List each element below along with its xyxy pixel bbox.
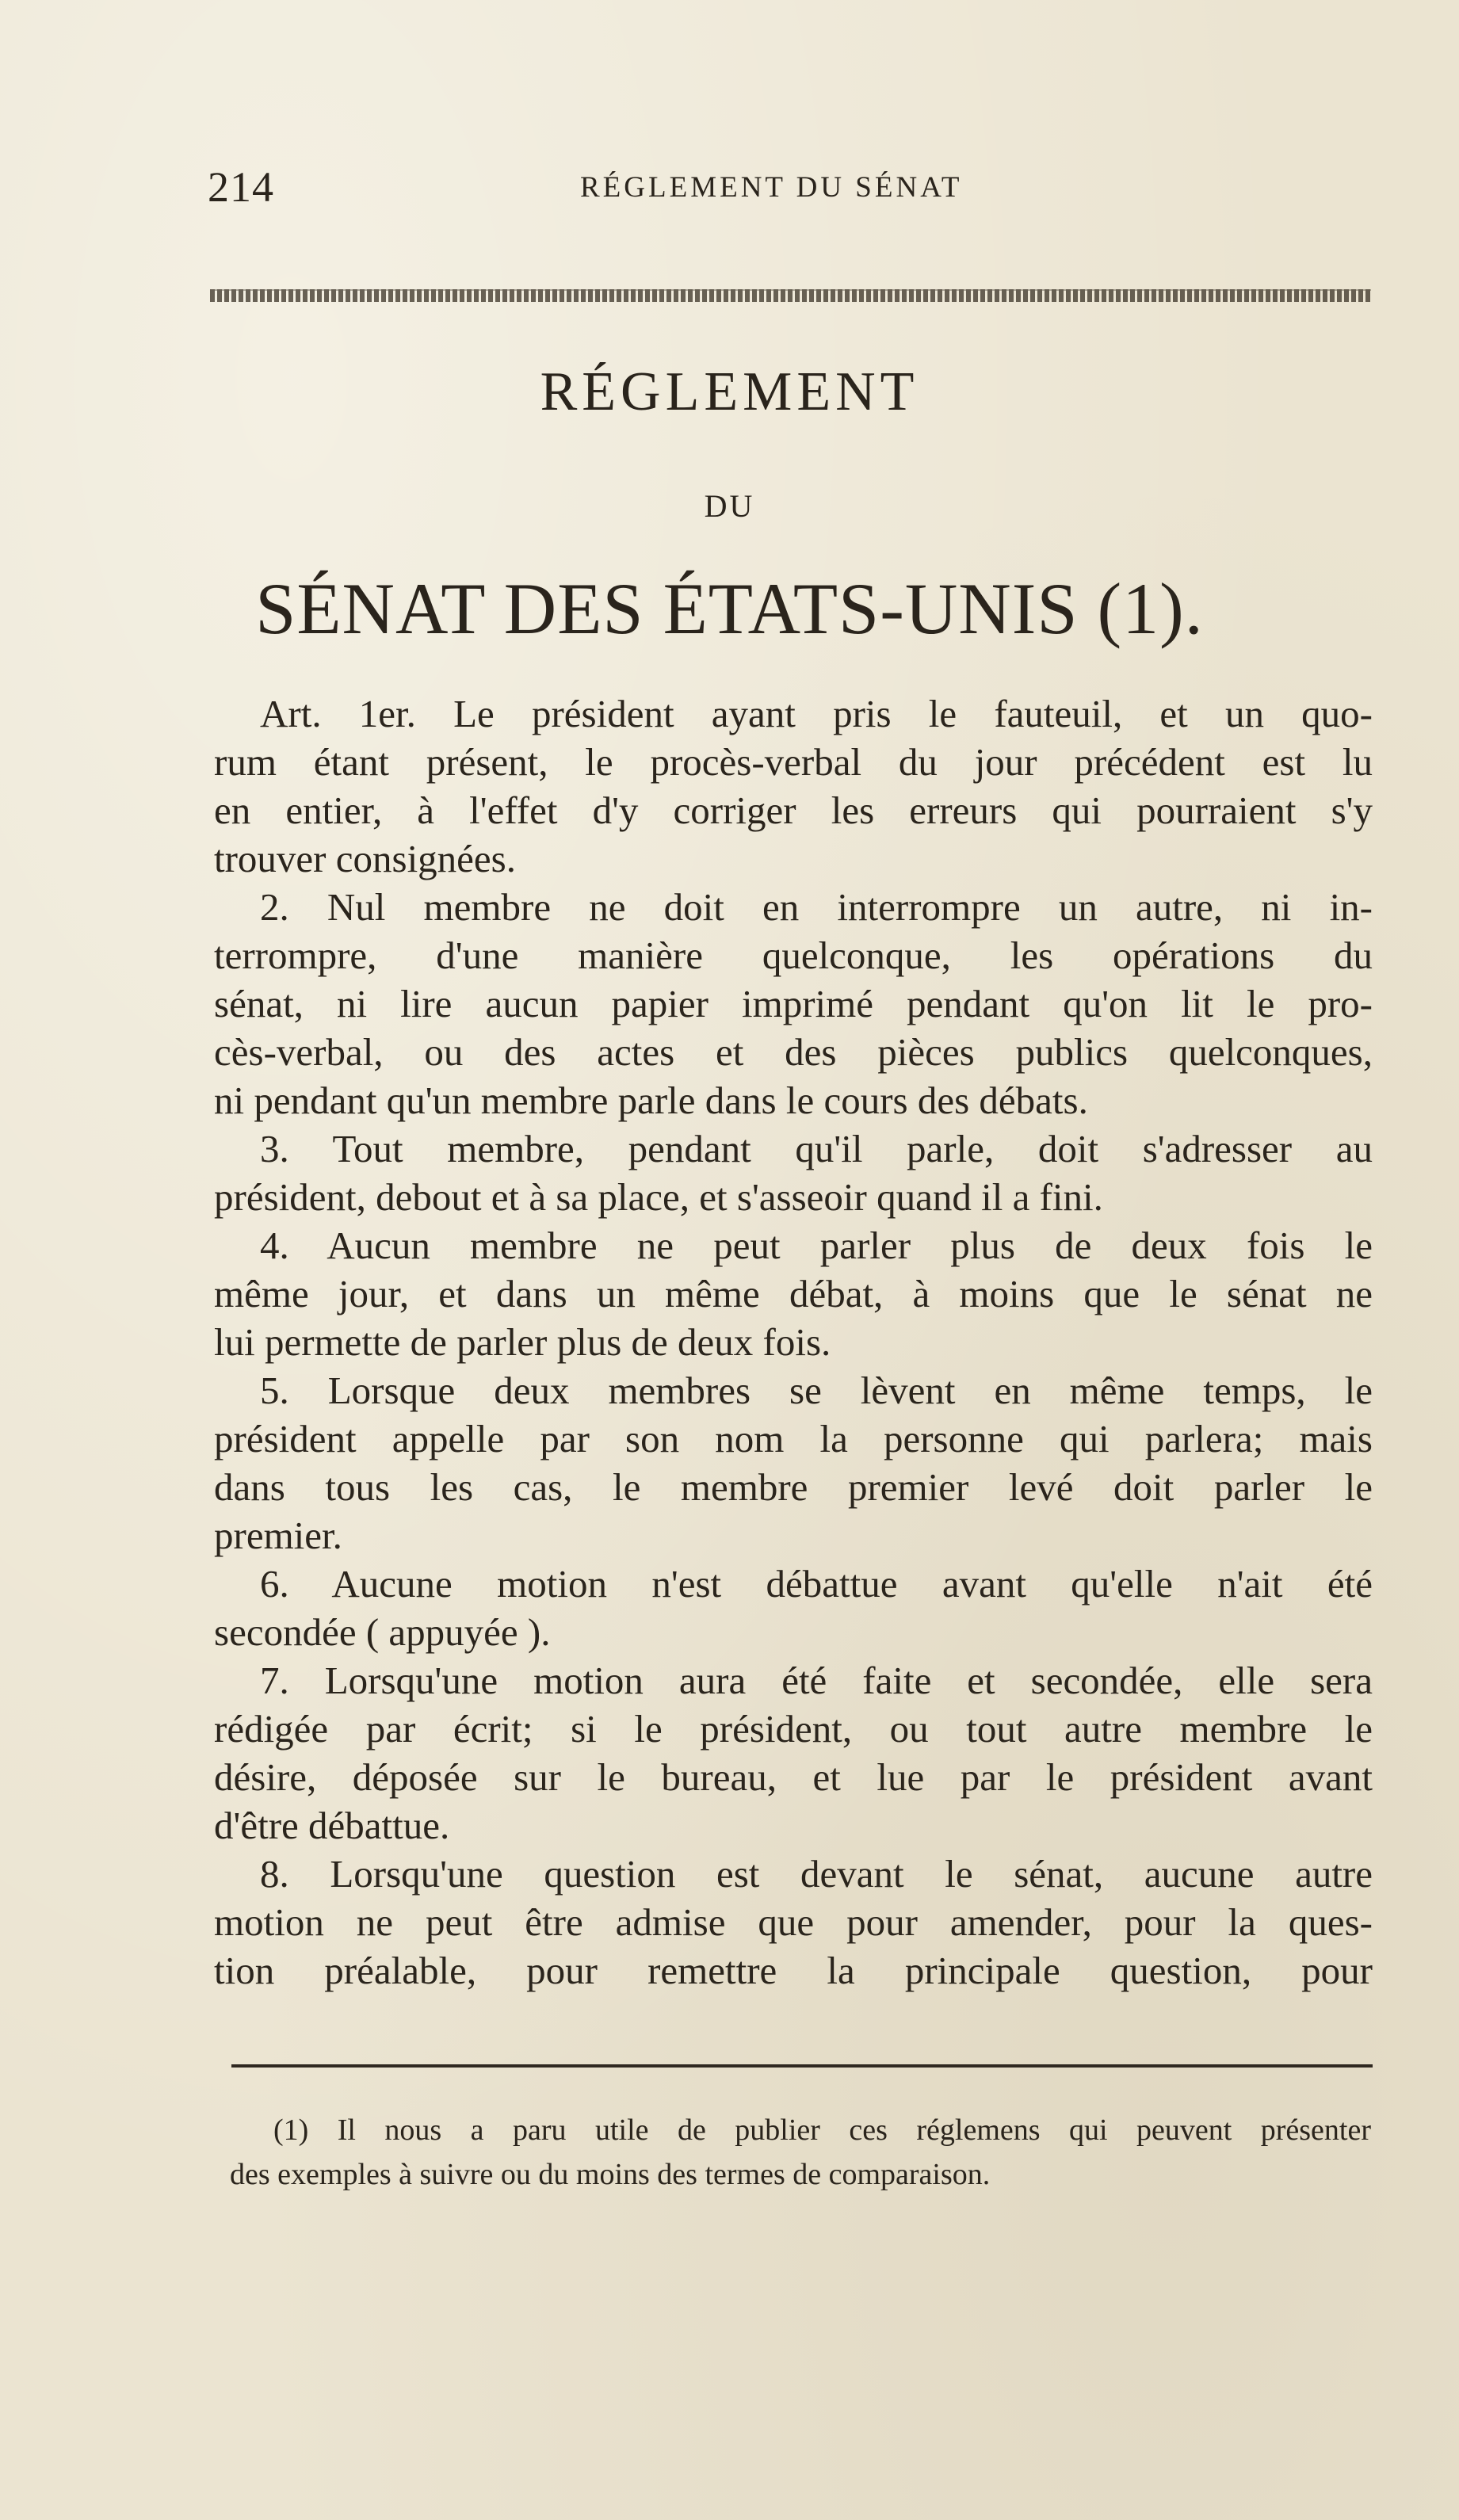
text-line: 2. Nul membre ne doit en interrompre un autre, ni in- bbox=[260, 885, 1373, 929]
text-line: ni pendant qu'un membre parle dans le cours des débats. bbox=[214, 1079, 1088, 1122]
text-line: premier. bbox=[214, 1514, 342, 1557]
running-head bbox=[208, 162, 1372, 218]
page-number: 214 bbox=[208, 163, 274, 211]
text-line: 3. Tout membre, pendant qu'il parle, doit s'adresser au bbox=[260, 1127, 1373, 1170]
body-text bbox=[214, 689, 1373, 1995]
text-line: désire, déposée sur le bureau, et lue par le président avant bbox=[214, 1755, 1373, 1799]
footnote bbox=[230, 2108, 1371, 2197]
text-line: 4. Aucun membre ne peut parler plus de deux fois le bbox=[260, 1224, 1373, 1267]
text-line: président appelle par son nom la personne qui parlera; mais bbox=[214, 1417, 1373, 1460]
footnote-line: (1) Il nous a paru utile de publier ces réglemens qui peuvent présenter bbox=[273, 2113, 1371, 2147]
text-line: trouver consignées. bbox=[214, 837, 516, 880]
footnote-rule bbox=[231, 2064, 1373, 2068]
text-line: président, debout et à sa place, et s'asseoir quand il a fini. bbox=[214, 1175, 1103, 1219]
text-line: rédigée par écrit; si le président, ou tout autre membre le bbox=[214, 1707, 1373, 1751]
text-line: rum étant présent, le procès-verbal du jour précédent est lu bbox=[214, 740, 1373, 784]
text-line: lui permette de parler plus de deux fois. bbox=[214, 1320, 831, 1364]
text-line: sénat, ni lire aucun papier imprimé pendant qu'on lit le pro- bbox=[214, 982, 1373, 1025]
text-line: secondée ( appuyée ). bbox=[214, 1610, 551, 1654]
text-line: en entier, à l'effet d'y corriger les erreurs qui pourraient s'y bbox=[214, 788, 1373, 832]
text-line: 8. Lorsqu'une question est devant le sénat, aucune autre bbox=[260, 1852, 1373, 1896]
running-title: RÉGLEMENT DU SÉNAT bbox=[580, 171, 963, 204]
text-line: cès-verbal, ou des actes et des pièces publics quelconques, bbox=[214, 1030, 1373, 1074]
text-line: terrompre, d'une manière quelconque, les opérations du bbox=[214, 934, 1373, 977]
text-line: 7. Lorsqu'une motion aura été faite et secondée, elle sera bbox=[260, 1659, 1373, 1702]
text-line: d'être débattue. bbox=[214, 1804, 450, 1847]
text-line: Art. 1er. Le président ayant pris le fauteuil, et un quo- bbox=[260, 692, 1373, 735]
text-line: 5. Lorsque deux membres se lèvent en même temps, le bbox=[260, 1369, 1373, 1412]
text-line: tion préalable, pour remettre la principale question, pour bbox=[214, 1949, 1373, 1992]
text-line: dans tous les cas, le membre premier levé doit parler le bbox=[214, 1465, 1373, 1509]
text-line: 6. Aucune motion n'est débattue avant qu'elle n'ait été bbox=[260, 1562, 1373, 1606]
document-title-du: DU bbox=[704, 488, 755, 524]
text-line: motion ne peut être admise que pour amender, pour la ques- bbox=[214, 1900, 1373, 1944]
footnote-line: des exemples à suivre ou du moins des termes de comparaison. bbox=[230, 2158, 991, 2191]
document-title: RÉGLEMENT bbox=[540, 361, 919, 422]
text-line: même jour, et dans un même débat, à moins que le sénat ne bbox=[214, 1272, 1373, 1315]
ornamental-rule bbox=[210, 289, 1371, 302]
document-subtitle: SÉNAT DES ÉTATS-UNIS (1). bbox=[255, 568, 1204, 649]
